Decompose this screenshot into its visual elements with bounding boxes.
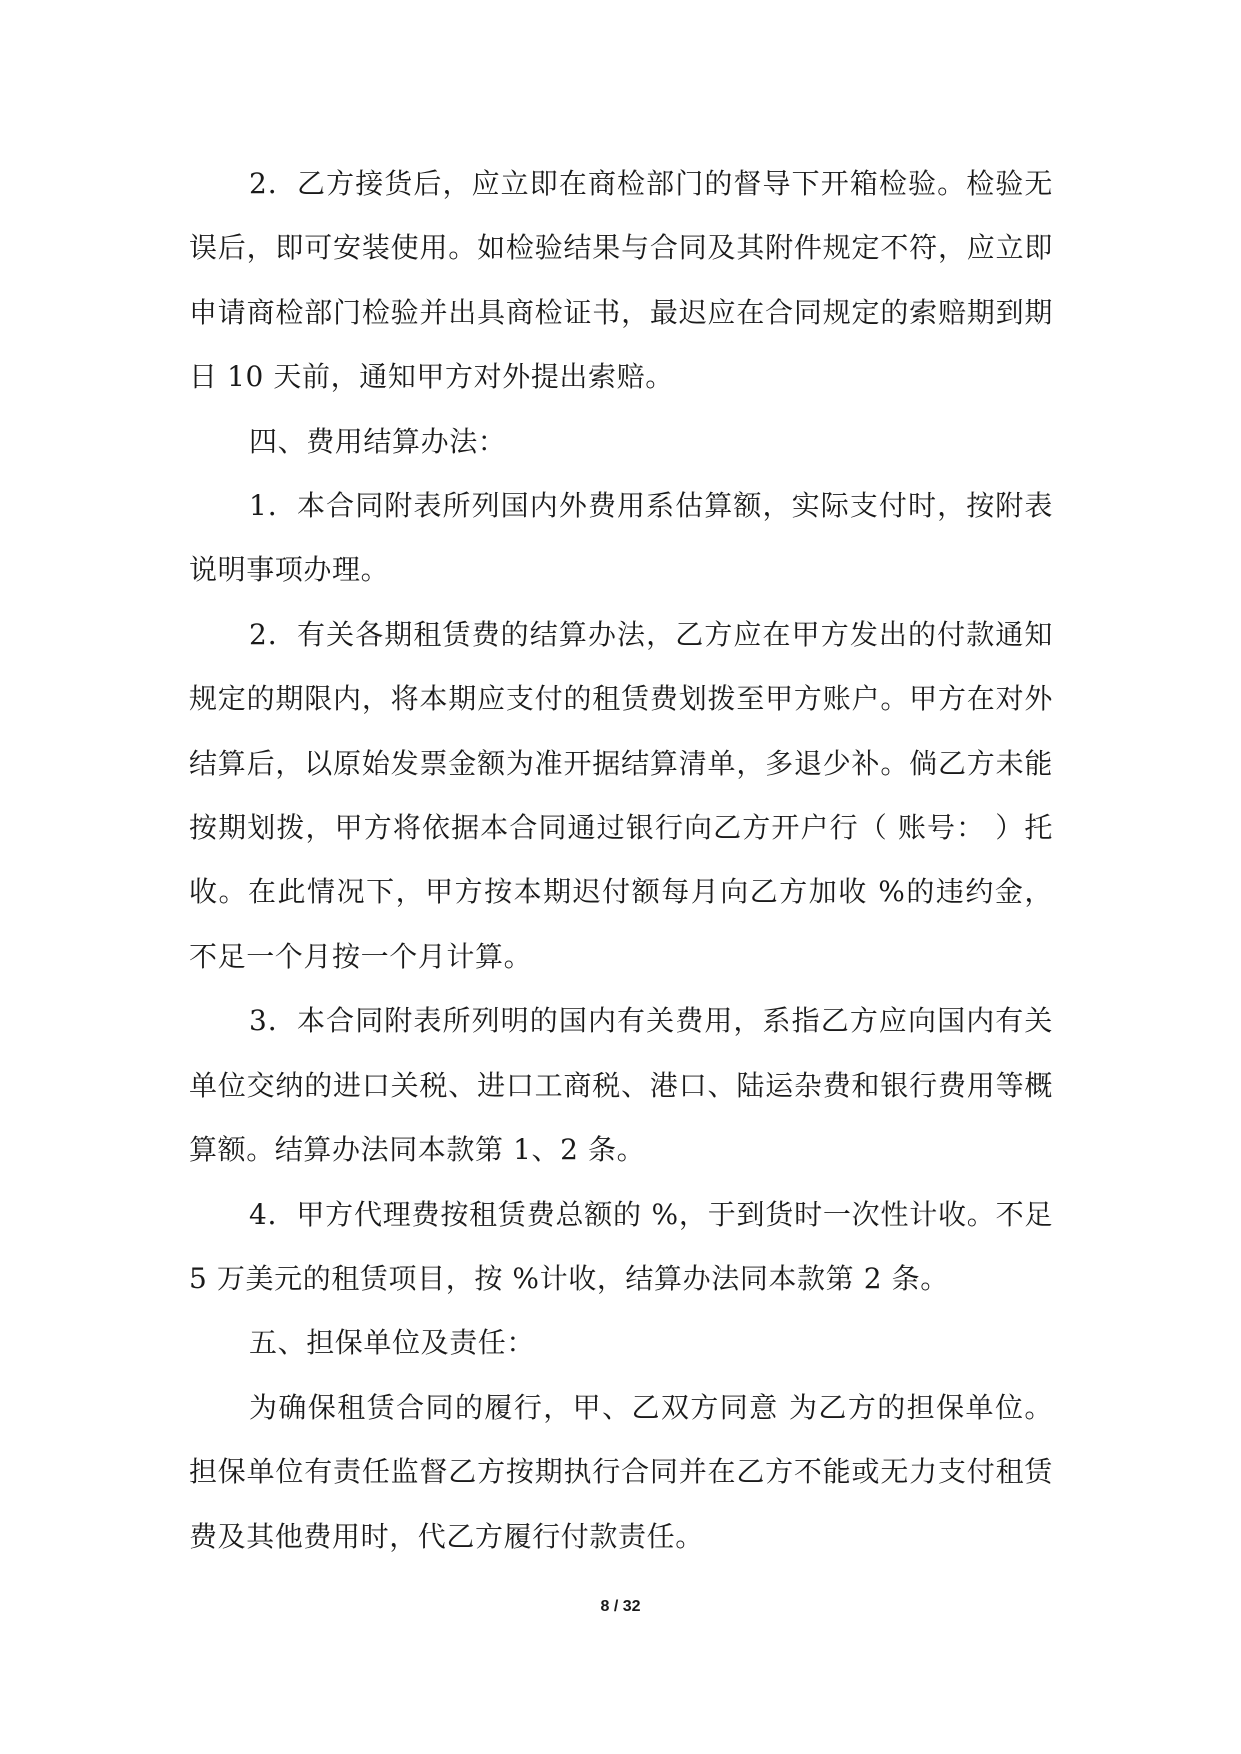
- paragraph-settlement-4: 4．甲方代理费按租赁费总额的 %，于到货时一次性计收。不足 5 万美元的租赁项目，按 %计收，结算办法同本款第 2 条。: [189, 1197, 1063, 1295]
- paragraph-settlement-1: 1．本合同附表所列国内外费用系估算额，实际支付时，按附表说明事项办理。: [189, 489, 1053, 587]
- paragraph-settlement-3: 3．本合同附表所列明的国内有关费用，系指乙方应向国内有关单位交纳的进口关税、进口工商税、港口、陆运杂费和银行费用等概算额。结算办法同本款第 1、2 条。: [189, 1004, 1053, 1167]
- body-text: [189, 152, 1063, 1569]
- page-number: 8 / 32: [600, 1598, 641, 1615]
- paragraph-inspection-clause: 2．乙方接货后，应立即在商检部门的督导下开箱检验。检验无误后，即可安装使用。如检验结果与合同及其附件规定不符，应立即申请商检部门检验并出具商检证书，最迟应在合同规定的索赔期到期日 10 天前，通知甲方对外提出索赔。: [189, 167, 1053, 394]
- paragraph-guarantee: 为确保租赁合同的履行，甲、乙双方同意 为乙方的担保单位。担保单位有责任监督乙方按期执行合同并在乙方不能或无力支付租赁费及其他费用时，代乙方履行付款责任。: [189, 1390, 1053, 1553]
- section-heading-guarantee: 五、担保单位及责任：: [249, 1326, 536, 1360]
- section-heading-settlement: 四、费用结算办法：: [249, 424, 507, 458]
- paragraph-settlement-2: 2．有关各期租赁费的结算办法，乙方应在甲方发出的付款通知规定的期限内，将本期应支付的租赁费划拨至甲方账户。甲方在对外结算后，以原始发票金额为准开据结算清单，多退少补。倘乙方未能按期划拨，甲方将依据本合同通过银行向乙方开户行（ 账号： ）托收。在此情况下，甲方按本期迟付额每月向乙方加收 %的违约金，不足一个月按一个月计算。: [189, 617, 1053, 973]
